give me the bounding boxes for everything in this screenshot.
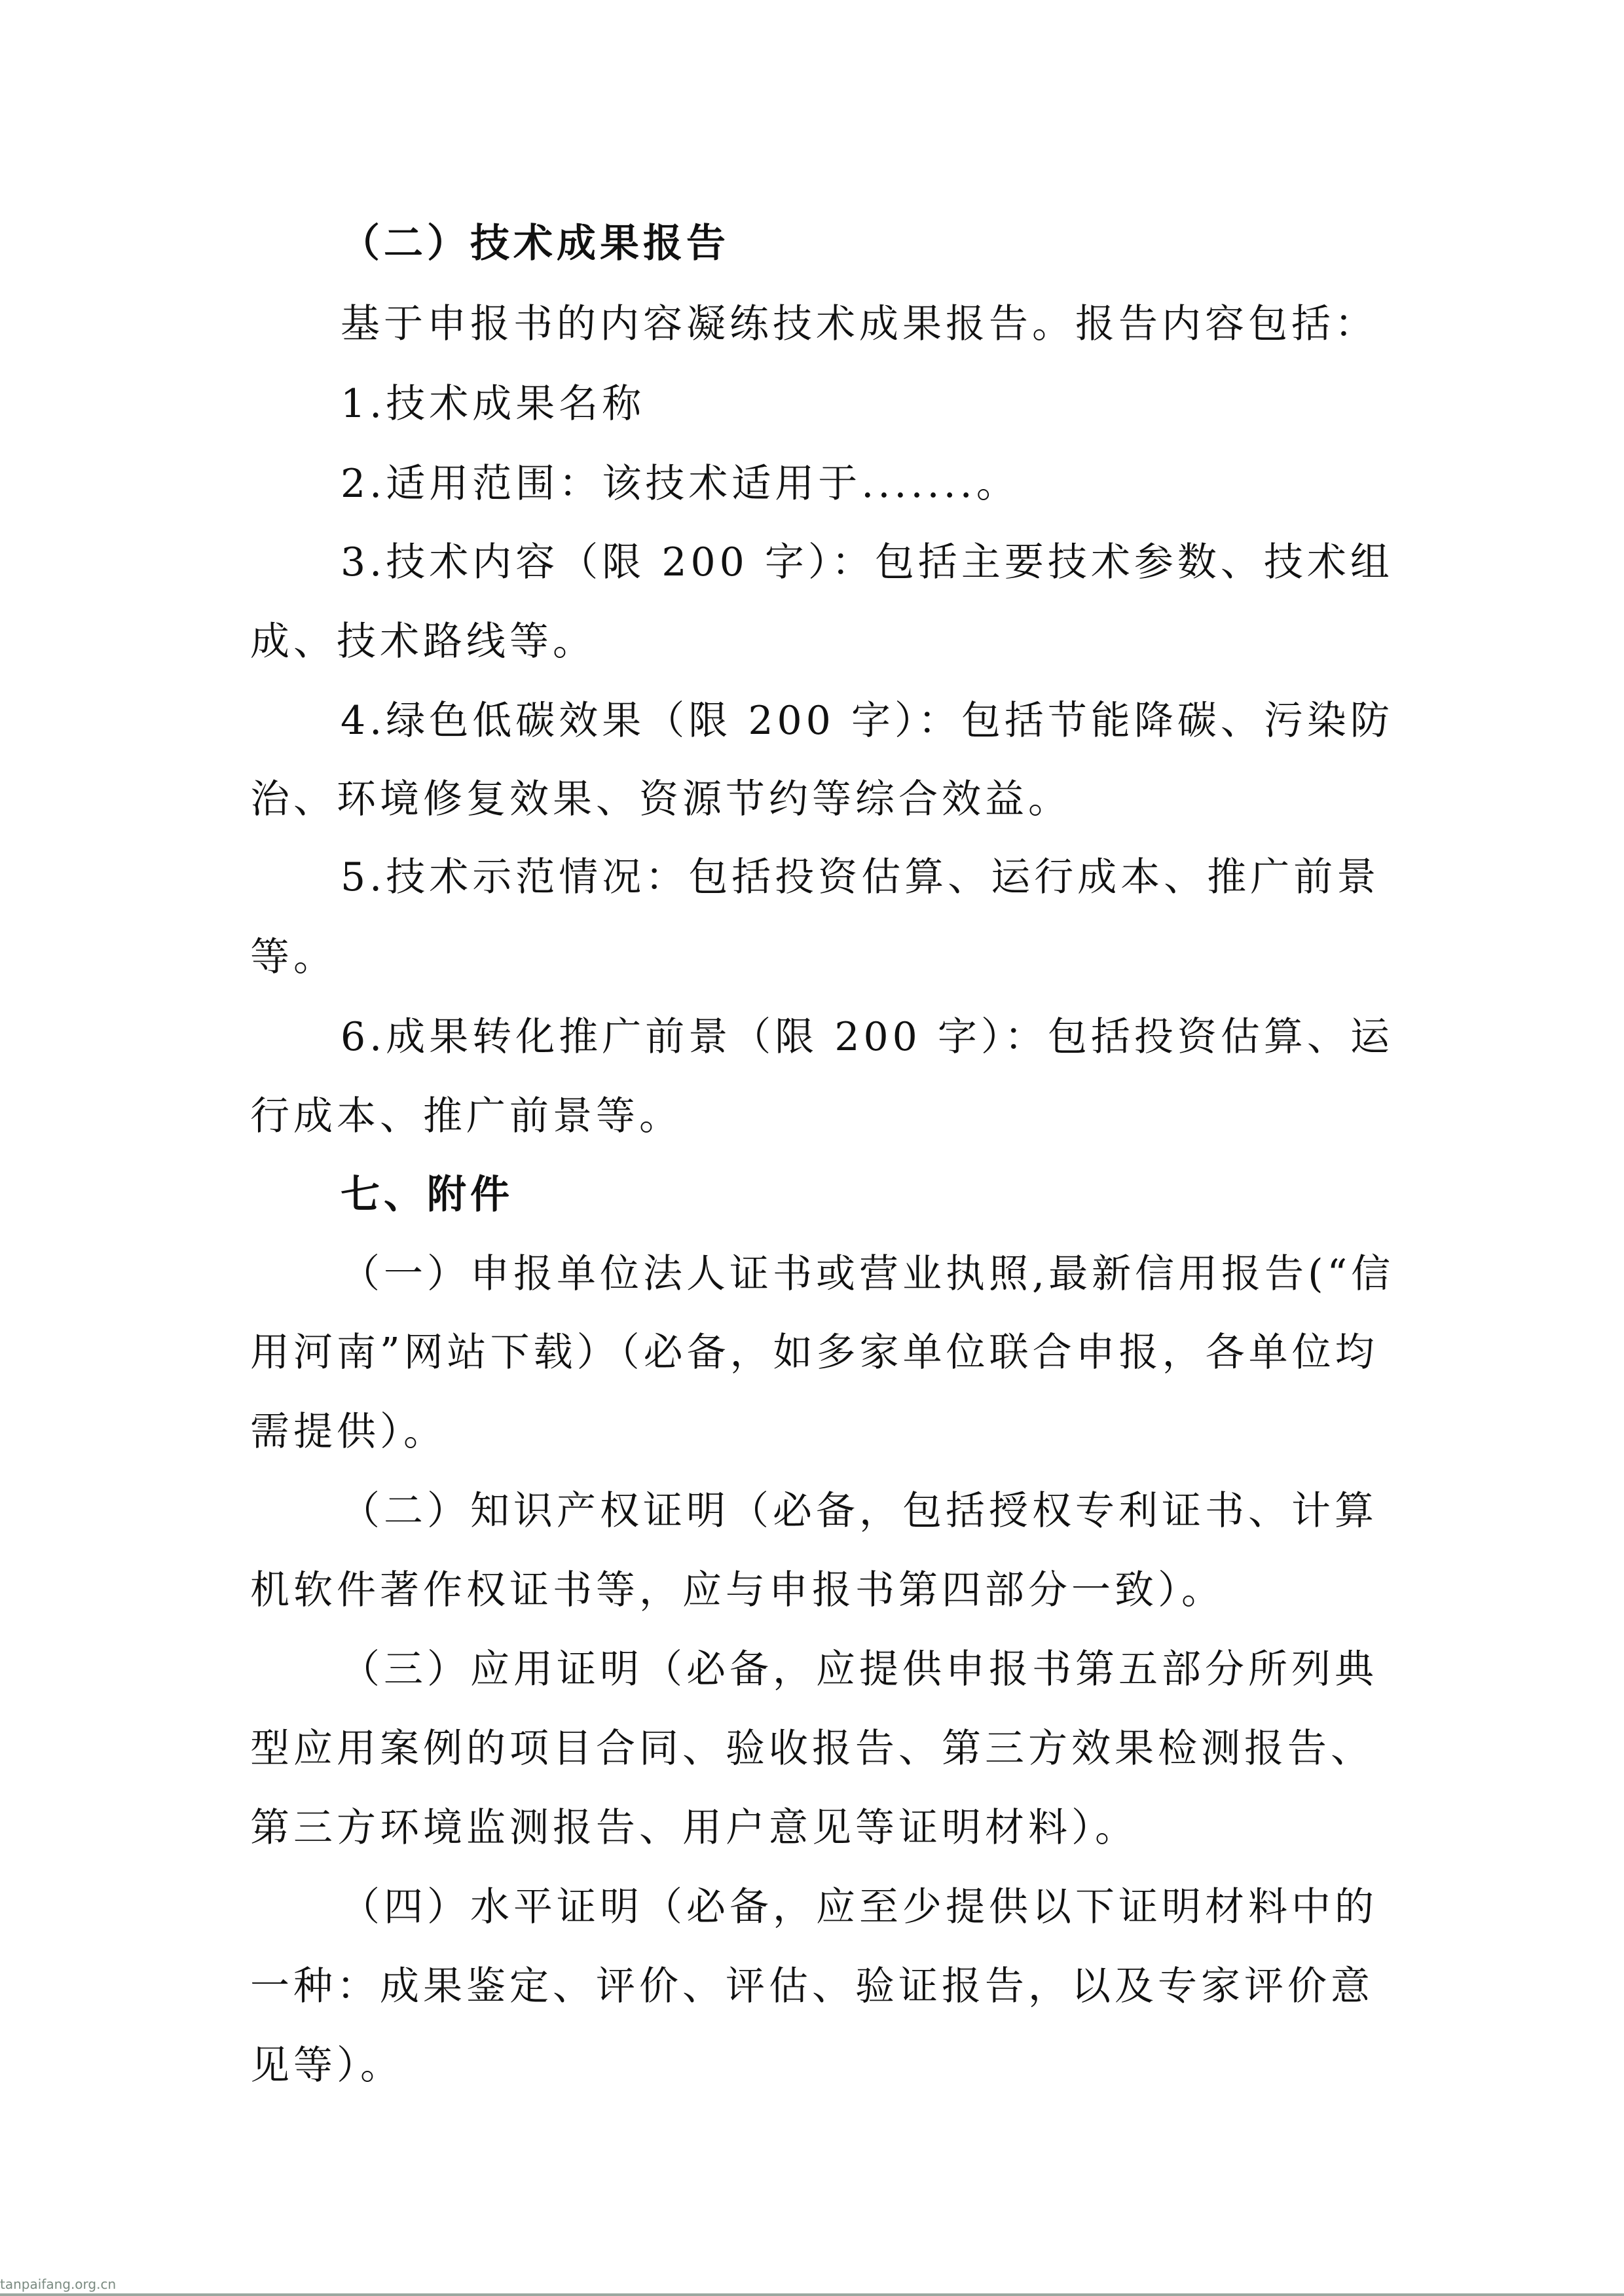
footer-divider (0, 2293, 1624, 2296)
paragraph-intro: 基于申报书的内容凝练技术成果报告。报告内容包括： (341, 301, 1378, 347)
list-item-4-line-2: 治、环境修复效果、资源节约等综合效益。 (250, 776, 1071, 822)
attachment-1-line-3: 需提供）。 (250, 1409, 447, 1455)
attachment-3-line-2: 型应用案例的项目合同、验收报告、第三方效果检测报告、 (250, 1726, 1374, 1772)
attachment-2-line-2: 机软件著作权证书等，应与申报书第四部分一致）。 (250, 1567, 1225, 1613)
list-item-3-line-1: 3.技术内容（限 200 字）：包括主要技术参数、技术组 (341, 539, 1393, 585)
attachment-4-line-2: 一种：成果鉴定、评价、评估、验证报告，以及专家评价意 (250, 1963, 1374, 2009)
attachment-1-line-2: 用河南”网站下载）（必备，如多家单位联合申报，各单位均 (250, 1330, 1378, 1376)
section-heading-tech-report: （二）技术成果报告 (341, 221, 729, 266)
list-item-5-line-1: 5.技术示范情况：包括投资估算、运行成本、推广前景 (341, 854, 1380, 900)
section-heading-attachments: 七、附件 (341, 1172, 513, 1218)
attachment-4-line-3: 见等）。 (250, 2043, 403, 2088)
attachment-2-line-1: （二）知识产权证明（必备，包括授权专利证书、计算 (341, 1488, 1378, 1534)
list-item-4-line-1: 4.绿色低碳效果（限 200 字）：包括节能降碳、污染防 (341, 698, 1393, 744)
attachment-3-line-1: （三）应用证明（必备，应提供申报书第五部分所列典 (341, 1647, 1378, 1692)
list-item-6-line-2: 行成本、推广前景等。 (250, 1093, 682, 1139)
list-item-6-line-1: 6.成果转化推广前景（限 200 字）：包括投资估算、运 (341, 1014, 1393, 1060)
attachment-1-line-1: （一）申报单位法人证书或营业执照,最新信用报告(“信 (341, 1251, 1395, 1297)
list-item-5-line-2: 等。 (250, 934, 337, 980)
attachment-3-line-3: 第三方环境监测报告、用户意见等证明材料）。 (250, 1805, 1138, 1851)
footer-watermark: tanpaifang.org.cn (0, 2276, 117, 2292)
attachment-4-line-1: （四）水平证明（必备，应至少提供以下证明材料中的 (341, 1884, 1378, 1930)
list-item-1: 1.技术成果名称 (341, 381, 646, 427)
list-item-3-line-2: 成、技术路线等。 (250, 619, 596, 665)
list-item-2: 2.适用范围：该技术适用于.......。 (341, 461, 1020, 507)
